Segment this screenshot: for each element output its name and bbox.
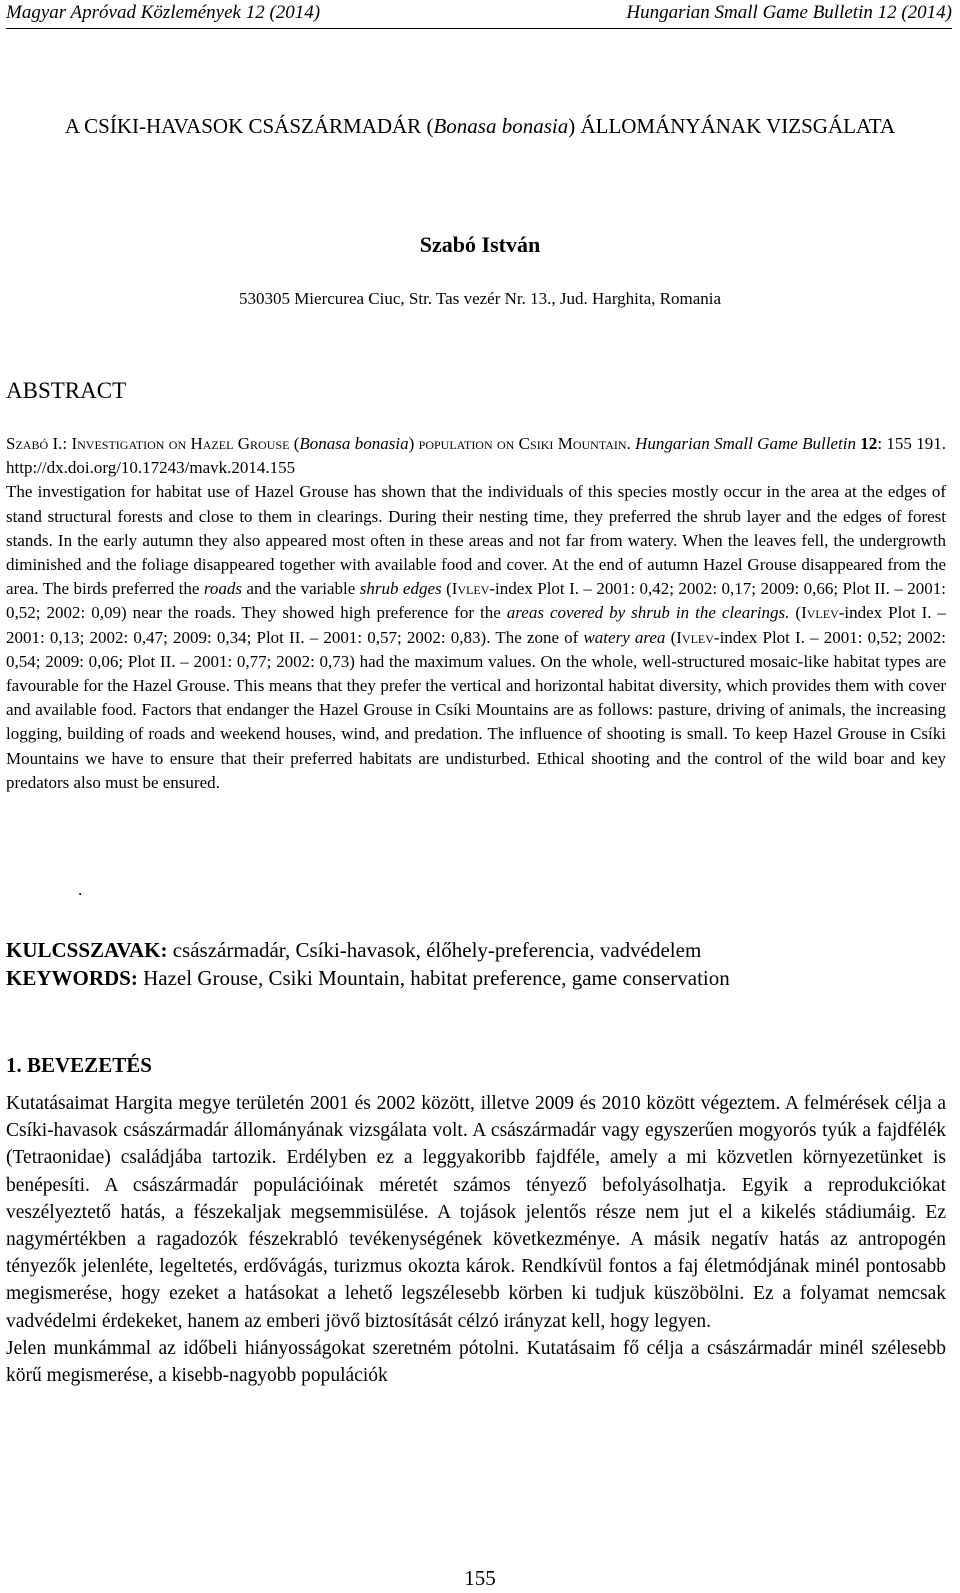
keywords-en-text: Hazel Grouse, Csiki Mountain, habitat preference, game conservation — [137, 966, 730, 990]
abstract-ivlev-3: Ivlev — [676, 627, 714, 647]
abstract-body — [6, 432, 946, 795]
author-address: 530305 Miercurea Ciuc, Str. Tas vezér Nr. 13., Jud. Harghita, Romania — [238, 289, 722, 308]
abstract-text-7: ( — [665, 627, 677, 647]
introduction-paragraph-2: Jelen munkámmal az időbeli hiányosságokat szeretném pótolni. Kutatásaim fő célja a császármadár minél szélesebb körű megismerése, a kisebb-nagyobb populációk — [6, 1337, 946, 1387]
stray-period: . — [78, 880, 83, 899]
keywords-english — [6, 966, 948, 991]
keywords-hu-text: császármadár, Csíki-havasok, élőhely-preferencia, vadvédelem — [167, 938, 702, 962]
citation-volume: 12 — [855, 434, 878, 453]
abstract-text-5: ( — [789, 603, 802, 623]
citation-pages-doi: : 155 191. http://dx.doi.org/10.17243/mavk.2014.155 — [6, 434, 946, 478]
header-rule — [6, 28, 952, 29]
section-heading-introduction: 1. BEVEZETÉS — [6, 1053, 152, 1077]
abstract-italic-areas-covered: areas covered by shrub in the clearings. — [506, 603, 790, 623]
paper-title — [40, 110, 920, 143]
citation-title-b: ) population on Csiki Mountain. — [408, 434, 636, 453]
abstract-italic-watery-area: watery area — [583, 627, 666, 647]
page-number: 155 — [464, 1566, 496, 1590]
abstract-ivlev-1: Ivlev — [451, 579, 490, 599]
abstract-italic-roads: roads — [203, 579, 242, 599]
abstract-text-1: The investigation for habitat use of Hazel Grouse has shown that the individuals of this species mostly occur in the area at the edges of stand structural forests and close to them in clearings. During their nesting time, they preferred the shrub layer and the edges of forest stands. In the early autumn they also appeared most often in these areas and not far from watery. When the leaves fell, the undergrowth diminished and the foliage disappeared together with available food and cover. At the end of autumn Hazel Grouse disappeared from the area. The birds preferred the — [6, 482, 946, 599]
title-part-1: A CSÍKI-HAVASOK CSÁSZÁRMADÁR ( — [64, 114, 434, 138]
title-part-2: ) ÁLLOMÁNYÁNAK VIZSGÁLATA — [568, 114, 896, 138]
abstract-ivlev-2: Ivlev — [801, 603, 839, 623]
abstract-italic-shrub-edges: shrub edges — [359, 579, 442, 599]
abstract-text-2: and the variable — [241, 579, 360, 599]
abstract-text-4: -index Plot I. – 2001: 0,42; 2002: 0,17; 2009: 0,66; Plot II. – 2001: 0,52; 2002: 0,09) near the roads. They showed high preference for the — [6, 579, 946, 623]
author-name: Szabó István — [419, 232, 541, 257]
citation-journal: Hungarian Small Game Bulletin — [635, 434, 856, 453]
citation-authors: Szabó I.: — [6, 434, 72, 453]
introduction-paragraph-1: Kutatásaimat Hargita megye területén 2001 és 2002 között, illetve 2009 és 2010 között végeztem. A felmérések célja a Csíki-havasok császármadár állományának vizsgálata volt. A császármadár vagy egyszerűen mogyorós tyúk a fajdfélék (Tetraonidae) családjába tartozik. Erdélyben ez a leggyakoribb fajdféle, amely a mi közvetlen környezetünket is benépesíti. A császármadár populációinak méretét számos tényező befolyásolhatja. Egyik a reprodukciókat veszélyeztető hatás, a fészekaljak megsemmisülése. A tojások jelentős része nem jut el a kikelés stádiumáig. Ez nagymértékben a ragadozók fészekrabló tevékenységének következménye. A másik negatív hatás az antropogén tényezők jelenléte, legeltetés, erdővágás, turizmus okozta károk. Rendkívül fontos a faj életmódjának minél pontosabb megismerése, hogy ezeket a hatásokat a lehető legszélesebb körben ki tudjuk küszöbölni. Ez a folyamat nemcsak vadvédelmi érdekeket, hanem az emberi jövő biztosítását célzó irányzat kell, hogy legyen. — [6, 1093, 946, 1332]
citation-title-a: Investigation on Hazel Grouse ( — [71, 434, 300, 453]
keywords-hungarian — [6, 938, 948, 963]
header-journal-en: Hungarian Small Game Bulletin 12 (2014) — [626, 2, 952, 23]
keywords-hu-label: KULCSSZAVAK: — [6, 938, 168, 962]
abstract-text-3: ( — [441, 579, 452, 599]
abstract-text-8: -index Plot I. – 2001: 0,52; 2002: 0,54; 2009: 0,06; Plot II. – 2001: 0,77; 2002: 0,73) had the maximum values. On the whole, well-structured mosaic-like habitat types are favourable for the Hazel Grouse. This means that they prefer the vertical and horizontal habitat diversity, which provides them with cover and available food. Factors that endanger the Hazel Grouse in Csíki Mountains are as follows: pasture, driving of animals, the increasing logging, building of roads and weekend houses, wind, and predation. The influence of shooting is small. To keep Hazel Grouse in Csíki Mountains we have to ensure that their preferred habitats are undisturbed. Ethical shooting and the control of the wild boar and key predators also must be ensured. — [6, 627, 946, 792]
abstract-citation — [6, 432, 946, 480]
running-header — [6, 2, 952, 26]
citation-species: Bonasa bonasia — [299, 434, 409, 453]
abstract-text — [6, 480, 946, 795]
abstract-text-6: -index Plot I. – 2001: 0,13; 2002: 0,47; 2009: 0,34; Plot II. – 2001: 0,57; 2002: 0,83). The zone of — [6, 603, 946, 647]
keywords-en-label: KEYWORDS: — [6, 966, 138, 990]
header-journal-hu: Magyar Apróvad Közlemények 12 (2014) — [6, 2, 321, 23]
introduction-body — [6, 1090, 946, 1389]
abstract-heading: ABSTRACT — [6, 378, 127, 403]
title-species: Bonasa bonasia — [433, 114, 569, 138]
